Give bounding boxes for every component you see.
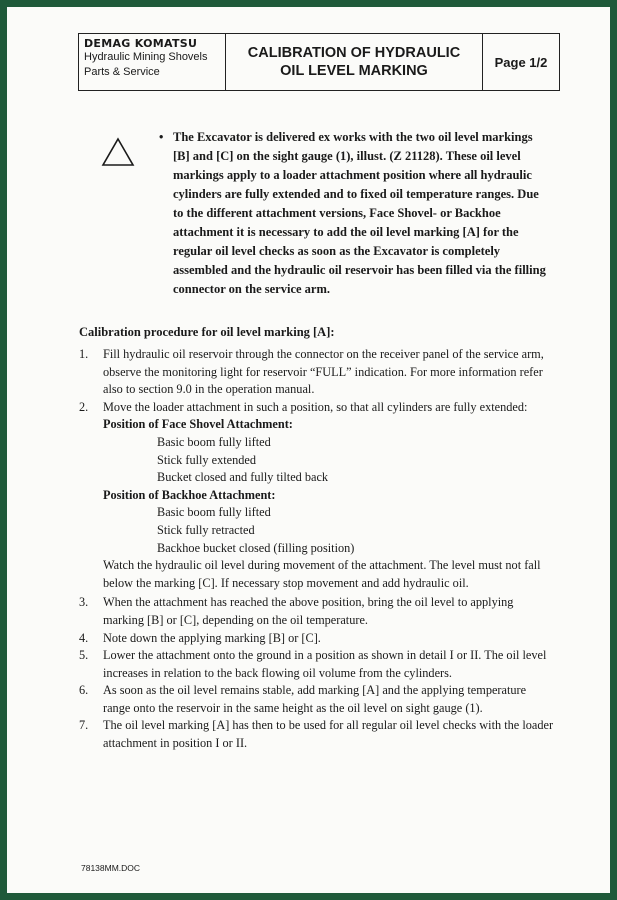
- procedure-title: Calibration procedure for oil level marking [A]:: [79, 325, 335, 339]
- title-line-1: CALIBRATION OF HYDRAULIC: [247, 45, 461, 61]
- company-line-1: Hydraulic Mining Shovels: [84, 51, 208, 63]
- step-number: 6.: [79, 683, 89, 698]
- list-item: Backhoe bucket closed (filling position): [157, 540, 355, 555]
- company-block: [79, 34, 226, 90]
- step-1: [79, 346, 554, 399]
- step-number: 3.: [79, 595, 89, 610]
- step-6: [79, 682, 554, 717]
- face-shovel-title: Position of Face Shovel Attachment:: [103, 417, 293, 432]
- step-3: [79, 594, 554, 629]
- step-2: [79, 399, 554, 593]
- step-number: 4.: [79, 630, 89, 645]
- brand-logo: DEMAG KOMATSU: [84, 37, 198, 50]
- step-text: Note down the applying marking [B] or [C].: [103, 630, 321, 645]
- step-number: 2.: [79, 399, 89, 414]
- step-number: 1.: [79, 347, 89, 361]
- step-5: [79, 647, 554, 682]
- step-number: 7.: [79, 718, 89, 733]
- warning-triangle-icon: [101, 137, 135, 167]
- backhoe-title: Position of Backhoe Attachment:: [103, 487, 276, 502]
- list-item: Stick fully retracted: [157, 522, 255, 537]
- step-text: As soon as the oil level remains stable, add marking [A] and the applying temperature range onto the reservoir in the same height as the oil level on sight gauge (1).: [103, 683, 527, 715]
- bullet-dot-icon: •: [159, 130, 164, 144]
- list-item: Basic boom fully lifted: [157, 434, 271, 449]
- list-item: Basic boom fully lifted: [157, 505, 271, 520]
- document-title: [226, 34, 483, 90]
- list-item: Bucket closed and fully tilted back: [157, 470, 329, 485]
- watch-note: Watch the hydraulic oil level during movement of the attachment. The level must not fall below the marking [C]. If necessary stop movement and add hydraulic oil.: [103, 558, 541, 590]
- notice-text: The Excavator is delivered ex works with the two oil level markings [B] and [C] on the sight gauge (1), illust. (Z 21128). These oil level markings apply to a loader attachment position where all hydraulic cylinders are fully extended and to fixed oil temperature ranges. Due to the different attachment versions, Face Shovel- or Backhoe attachment it is necessary to add the oil level marking [A] for the regular oil level checks as soon as the Excavator is completely assembled and the hydraulic oil reservoir has been filled via the filling connector on the service arm.: [173, 130, 546, 296]
- title-line-2: OIL LEVEL MARKING: [280, 63, 428, 79]
- step-4: [79, 630, 554, 648]
- step-text: When the attachment has reached the above position, bring the oil level to applying marking [B] or [C], depending on the oil temperature.: [103, 595, 514, 627]
- procedure-steps: [79, 346, 554, 753]
- step-text: The oil level marking [A] has then to be used for all regular oil level checks with the loader attachment in position I or II.: [103, 718, 554, 751]
- step-text: Move the loader attachment in such a position, so that all cylinders are fully extended:: [103, 399, 528, 414]
- step-text: Lower the attachment onto the ground in a position as shown in detail I or II. The oil level increases in relation to the back flowing oil volume from the cylinders.: [103, 648, 547, 680]
- document-code: 78138MM.DOC: [81, 863, 141, 873]
- company-line-2: Parts & Service: [84, 66, 160, 78]
- document-page: [7, 7, 610, 893]
- document-header: [78, 33, 560, 91]
- step-number: 5.: [79, 648, 89, 663]
- notice-paragraph: [159, 128, 548, 299]
- page-number: Page 1/2: [494, 54, 548, 70]
- list-item: Stick fully extended: [157, 452, 257, 467]
- step-text: Fill hydraulic oil reservoir through the connector on the receiver panel of the service arm, observe the monitoring light for reservoir “FULL” indication. For more information refer also to section 9.0 in the operation manual.: [103, 347, 544, 397]
- step-7: [79, 717, 554, 752]
